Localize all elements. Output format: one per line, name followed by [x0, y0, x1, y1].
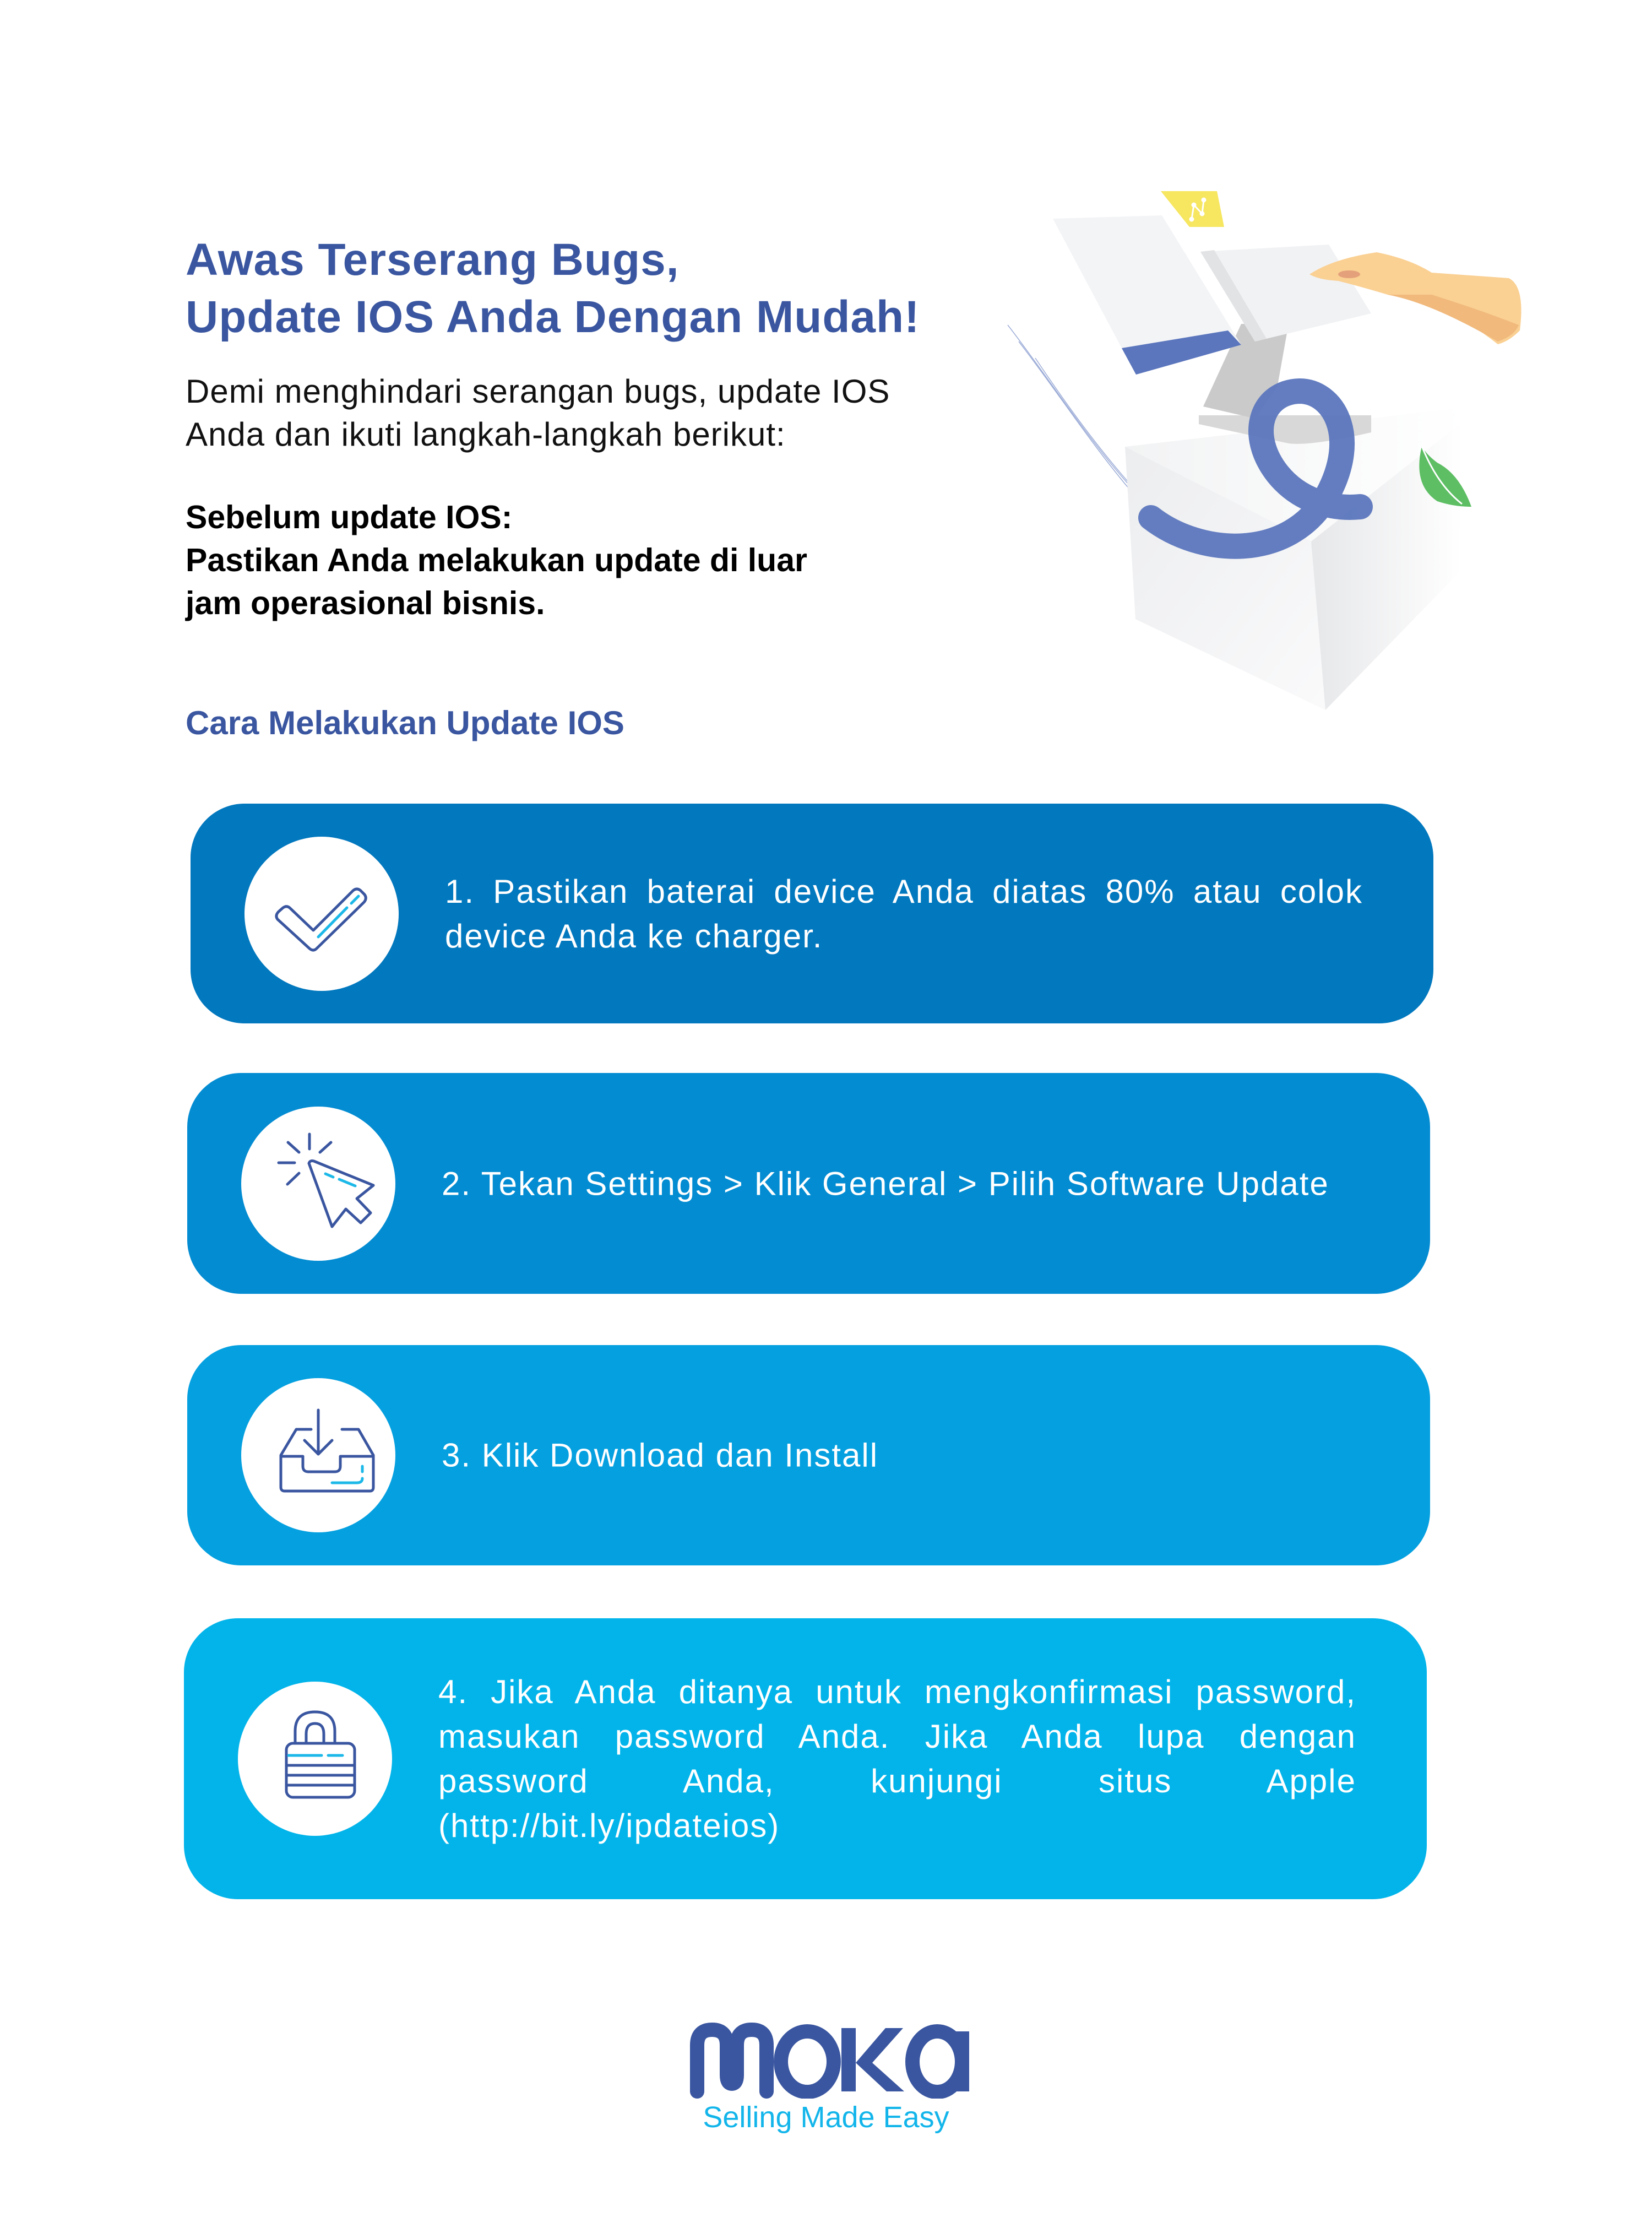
- step-text: 3. Klik Download dan Install: [442, 1437, 879, 1474]
- section-heading: Cara Melakukan Update IOS: [186, 704, 624, 741]
- step-card-4: [184, 1618, 1427, 1899]
- step-icon-circle: [244, 837, 399, 991]
- step-icon-circle: [238, 1682, 392, 1836]
- tagline: Selling Made Easy: [703, 2101, 949, 2134]
- moka-wordmark-icon: [687, 2021, 974, 2099]
- step-icon-circle: [241, 1107, 395, 1261]
- pos-box-illustration-icon: [1002, 176, 1553, 716]
- notice-line-2: Pastikan Anda melakukan update di luar: [186, 542, 807, 578]
- pos-device-illustration: [1002, 176, 1553, 716]
- step-card-3: [187, 1345, 1430, 1565]
- title-line-1: Awas Terserang Bugs,: [186, 235, 680, 285]
- cursor-click-icon: [241, 1107, 395, 1261]
- notice-line-3: jam operasional bisnis.: [186, 585, 545, 621]
- step-text: 4. Jika Anda ditanya untuk mengkonfirmasi password, masukan password Anda. Jika Anda lupa dengan password Anda, kunjungi situs Apple (http://bit.ly/ipdateios): [438, 1673, 1356, 1844]
- intro-paragraph: [186, 370, 1045, 456]
- download-tray-icon: [241, 1378, 395, 1532]
- step-icon-circle: [241, 1378, 395, 1532]
- step-card-2: [187, 1073, 1430, 1294]
- step-card-1: [191, 804, 1433, 1023]
- intro-line-2: Anda dan ikuti langkah-langkah berikut:: [186, 416, 786, 453]
- moka-logo: [687, 2021, 974, 2099]
- step-text: 2. Tekan Settings > Klik General > Pilih Software Update: [442, 1165, 1329, 1202]
- notice-line-1: Sebelum update IOS:: [186, 499, 513, 535]
- pre-update-notice: [186, 496, 1012, 625]
- title-line-2: Update IOS Anda Dengan Mudah!: [186, 292, 920, 342]
- page-title: [186, 231, 1067, 346]
- step-text: 1. Pastikan baterai device Anda diatas 80% atau colok device Anda ke charger.: [445, 872, 1363, 955]
- checkmark-icon: [244, 837, 399, 991]
- padlock-icon: [238, 1682, 392, 1836]
- intro-line-1: Demi menghindari serangan bugs, update IOS: [186, 373, 890, 410]
